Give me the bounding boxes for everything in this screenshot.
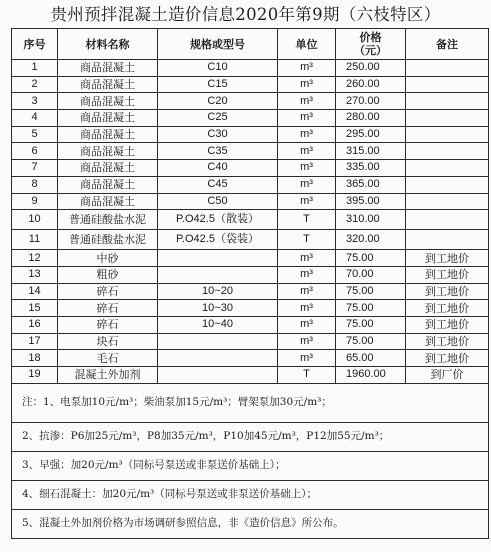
cell-material-name: 粗砂 (58, 266, 158, 283)
cell-spec: C15 (158, 76, 278, 93)
cell-price: 1960.00 (336, 367, 406, 384)
cell-no: 3 (12, 93, 58, 110)
cell-unit: m³ (278, 60, 336, 77)
cell-note: 到工地价 (406, 250, 489, 267)
cell-material-name: 碎石 (58, 300, 158, 317)
header-note: 备注 (406, 29, 489, 60)
cell-price: 75.00 (336, 250, 406, 267)
page-title: 贵州预拌混凝土造价信息2020年第9期（六枝特区） (50, 5, 441, 24)
cell-note (406, 126, 489, 143)
cell-material-name: 商品混凝土 (58, 160, 158, 177)
cell-note: 到工地价 (406, 266, 489, 283)
table-row (12, 143, 489, 160)
cell-note: 到工地价 (406, 316, 489, 333)
cell-spec: C40 (158, 160, 278, 177)
cell-price: 280.00 (336, 110, 406, 127)
header-no: 序号 (12, 29, 58, 60)
cell-spec (158, 266, 278, 283)
table-row (12, 60, 489, 77)
cell-spec (158, 367, 278, 384)
cell-no: 10 (12, 210, 58, 230)
cell-note (406, 143, 489, 160)
cell-price: 70.00 (336, 266, 406, 283)
header-price (336, 29, 406, 60)
cell-material-name: 商品混凝土 (58, 193, 158, 210)
cell-price: 75.00 (336, 333, 406, 350)
cell-material-name: 商品混凝土 (58, 126, 158, 143)
cell-no: 5 (12, 126, 58, 143)
cell-spec: C25 (158, 110, 278, 127)
cell-unit: m³ (278, 283, 336, 300)
table-row (12, 316, 489, 333)
cell-material-name: 碎石 (58, 316, 158, 333)
cell-unit: m³ (278, 93, 336, 110)
cell-spec: C50 (158, 193, 278, 210)
cell-unit: m³ (278, 110, 336, 127)
cell-no: 19 (12, 367, 58, 384)
cell-unit: T (278, 210, 336, 230)
price-table (11, 28, 489, 539)
table-row (12, 93, 489, 110)
cell-price: 315.00 (336, 143, 406, 160)
header-price-label: 价格（元） (354, 31, 387, 57)
cell-material-name: 商品混凝土 (58, 76, 158, 93)
cell-note (406, 210, 489, 230)
cell-spec: C10 (158, 60, 278, 77)
cell-unit: m³ (278, 266, 336, 283)
cell-note (406, 176, 489, 193)
cell-price: 395.00 (336, 193, 406, 210)
note-row (12, 480, 489, 509)
table-row (12, 160, 489, 177)
cell-price: 75.00 (336, 283, 406, 300)
table-row (12, 283, 489, 300)
cell-unit: T (278, 367, 336, 384)
cell-spec: P.O42.5（散装） (158, 210, 278, 230)
cell-unit: m³ (278, 76, 336, 93)
cell-unit: m³ (278, 143, 336, 160)
cell-note (406, 110, 489, 127)
header-unit: 单位 (278, 29, 336, 60)
table-row (12, 230, 489, 250)
note-text: 5、混凝土外加剂价格为市场调研参照信息，非《造价信息》所公布。 (12, 509, 489, 538)
cell-note: 到工地价 (406, 333, 489, 350)
table-row (12, 266, 489, 283)
note-row (12, 509, 489, 538)
table-row (12, 193, 489, 210)
cell-price: 310.00 (336, 210, 406, 230)
note-text: 2、抗渗：P6加25元/m³，P8加35元/m³，P10加45元/m³，P12加55元/m³； (12, 422, 489, 451)
cell-no: 17 (12, 333, 58, 350)
cell-spec: C45 (158, 176, 278, 193)
cell-material-name: 普通硅酸盐水泥 (58, 210, 158, 230)
cell-unit: m³ (278, 160, 336, 177)
cell-material-name: 中砂 (58, 250, 158, 267)
note-text: 注：1、电泵加10元/m³；柴油泵加15元/m³；臂架泵加30元/m³； (12, 383, 489, 422)
cell-spec: C35 (158, 143, 278, 160)
cell-unit: m³ (278, 193, 336, 210)
table-row (12, 210, 489, 230)
cell-price: 335.00 (336, 160, 406, 177)
cell-unit: m³ (278, 350, 336, 367)
cell-spec: C20 (158, 93, 278, 110)
cell-no: 1 (12, 60, 58, 77)
cell-spec: C30 (158, 126, 278, 143)
cell-note (406, 76, 489, 93)
cell-price: 320.00 (336, 230, 406, 250)
cell-price: 270.00 (336, 93, 406, 110)
cell-no: 8 (12, 176, 58, 193)
cell-no: 7 (12, 160, 58, 177)
cell-unit: m³ (278, 250, 336, 267)
cell-no: 12 (12, 250, 58, 267)
cell-note (406, 60, 489, 77)
cell-unit: T (278, 230, 336, 250)
cell-unit: m³ (278, 176, 336, 193)
cell-unit: m³ (278, 300, 336, 317)
cell-no: 2 (12, 76, 58, 93)
cell-no: 6 (12, 143, 58, 160)
header-name: 材料名称 (58, 29, 158, 60)
cell-price: 295.00 (336, 126, 406, 143)
cell-unit: m³ (278, 333, 336, 350)
cell-note: 到工地价 (406, 283, 489, 300)
cell-material-name: 商品混凝土 (58, 110, 158, 127)
table-row (12, 367, 489, 384)
note-row (12, 383, 489, 422)
cell-material-name: 碎石 (58, 283, 158, 300)
cell-note (406, 93, 489, 110)
cell-no: 15 (12, 300, 58, 317)
cell-no: 4 (12, 110, 58, 127)
note-text: 3、早强：加20元/m³（同标号泵送或非泵送价基础上）； (12, 451, 489, 480)
table-row (12, 126, 489, 143)
cell-material-name: 商品混凝土 (58, 176, 158, 193)
cell-note (406, 160, 489, 177)
cell-spec (158, 350, 278, 367)
cell-material-name: 商品混凝土 (58, 60, 158, 77)
cell-price: 260.00 (336, 76, 406, 93)
header-spec: 规格或型号 (158, 29, 278, 60)
cell-material-name: 商品混凝土 (58, 143, 158, 160)
cell-note: 到工地价 (406, 350, 489, 367)
cell-note: 到厂价 (406, 367, 489, 384)
cell-price: 365.00 (336, 176, 406, 193)
cell-spec: 10~20 (158, 283, 278, 300)
cell-price: 75.00 (336, 316, 406, 333)
table-row (12, 333, 489, 350)
table-row (12, 350, 489, 367)
note-row (12, 451, 489, 480)
cell-unit: m³ (278, 126, 336, 143)
cell-material-name: 混凝土外加剂 (58, 367, 158, 384)
cell-spec (158, 333, 278, 350)
cell-note (406, 230, 489, 250)
cell-spec: 10~40 (158, 316, 278, 333)
cell-price: 75.00 (336, 300, 406, 317)
table-header-row (12, 29, 489, 60)
cell-material-name: 块石 (58, 333, 158, 350)
cell-material-name: 商品混凝土 (58, 93, 158, 110)
cell-no: 18 (12, 350, 58, 367)
cell-no: 11 (12, 230, 58, 250)
cell-unit: m³ (278, 316, 336, 333)
cell-price: 250.00 (336, 60, 406, 77)
cell-no: 14 (12, 283, 58, 300)
cell-note: 到工地价 (406, 300, 489, 317)
note-text: 4、细石混凝土：加20元/m³（同标号泵送或非泵送价基础上）； (12, 480, 489, 509)
cell-note (406, 193, 489, 210)
cell-no: 13 (12, 266, 58, 283)
table-row (12, 300, 489, 317)
cell-price: 65.00 (336, 350, 406, 367)
cell-spec: P.O42.5（袋装） (158, 230, 278, 250)
table-row (12, 76, 489, 93)
cell-spec: 10~30 (158, 300, 278, 317)
table-row (12, 110, 489, 127)
cell-spec (158, 250, 278, 267)
cell-material-name: 毛石 (58, 350, 158, 367)
table-row (12, 250, 489, 267)
table-row (12, 176, 489, 193)
note-row (12, 422, 489, 451)
cell-no: 9 (12, 193, 58, 210)
cell-material-name: 普通硅酸盐水泥 (58, 230, 158, 250)
cell-no: 16 (12, 316, 58, 333)
